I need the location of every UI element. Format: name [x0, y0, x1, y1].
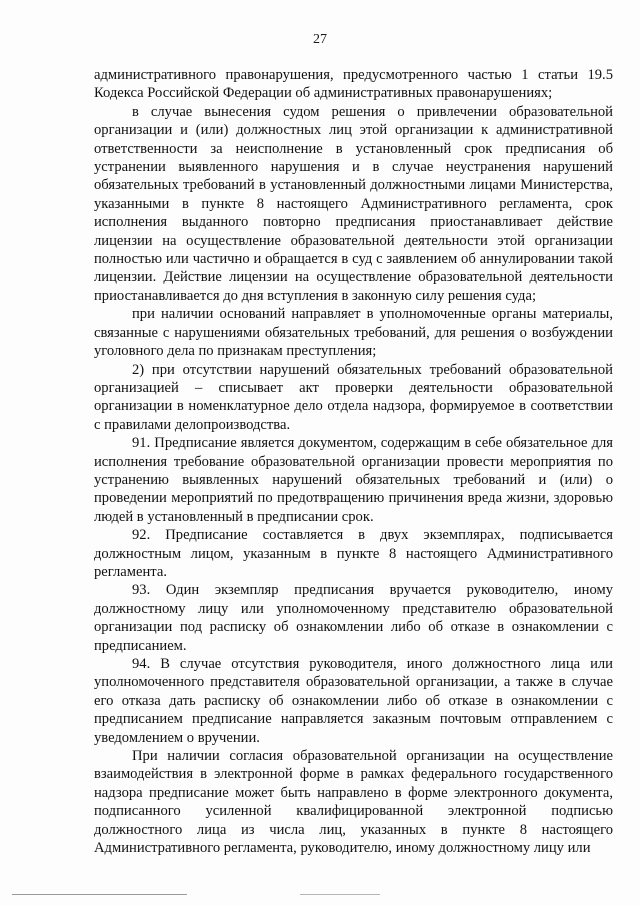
- paragraph-item-92: 92. Предписание составляется в двух экземплярах, подписывается должностным лицом, указанным в пункте 8 настоящего Административного регламента.: [94, 527, 613, 580]
- paragraph-item-91: 91. Предписание является документом, содержащим в себе обязательное для исполнения требование образовательной организации провести мероприятия по устранению выявленных нарушений обязательных требований и (или) о проведении мероприятий по предотвращению причинения вреда жизни, здоровью людей в установленный в предписании срок.: [94, 435, 613, 525]
- document-body: [94, 66, 613, 857]
- paragraph-court-decision: в случае вынесения судом решения о привлечении образовательной организации и (или) должностных лиц этой организации к административной ответственности за неисполнение в установленный срок предписания об устранении выявленного нарушения и в случае неустранения нарушений обязательных требований в установленный должностными лицами Министерства, указанными в пункте 8 настоящего Административного регламента, срок исполнения выданного повторно предписания приостанавливает действие лицензии на осуществление образовательной деятельности этой организации полностью или частично и обращается в суд с заявлением об аннулировании такой лицензии. Действие лицензии на осуществление образовательной деятельности приостанавливается до дня вступления в законную силу решения суда;: [94, 103, 613, 304]
- scan-edge-line: [12, 894, 187, 895]
- paragraph-item-93: 93. Один экземпляр предписания вручается руководителю, иному должностному лицу или уполномоченному представителю образовательной организации под расписку об ознакомлении либо об отказе в ознакомлении с предписанием.: [94, 582, 613, 654]
- paragraph-continuation: административного правонарушения, предусмотренного частью 1 статьи 19.5 Кодекса Российской Федерации об административных правонарушениях;: [94, 67, 613, 102]
- paragraph-electronic-form: При наличии согласия образовательной организации на осуществление взаимодействия в электронной форме в рамках федерального государственного надзора предписание может быть направлено в форме электронного документа, подписанного усиленной квалифицированной электронной подписью должностного лица из числа лиц, указанных в пункте 8 настоящего Административного регламента, руководителю, иному должностному лицу или: [94, 748, 613, 857]
- scan-edge-line: [300, 894, 380, 895]
- page-number: 27: [313, 32, 327, 47]
- paragraph-item-94: 94. В случае отсутствия руководителя, иного должностного лица или уполномоченного представителя образовательной организации, а также в случае его отказа дать расписку об ознакомлении либо об отказе в ознакомлении с предписанием предписание направляется заказным почтовым отправлением с уведомлением о вручении.: [94, 656, 613, 746]
- paragraph-no-violations: 2) при отсутствии нарушений обязательных требований образовательной организацией – списывает акт проверки деятельности образовательной организации в номенклатурное дело отдела надзора, формируемое в соответствии с правилами делопроизводства.: [94, 361, 613, 433]
- paragraph-criminal-case: при наличии оснований направляет в уполномоченные органы материалы, связанные с нарушениями обязательных требований, для решения о возбуждении уголовного дела по признакам преступления;: [94, 306, 613, 360]
